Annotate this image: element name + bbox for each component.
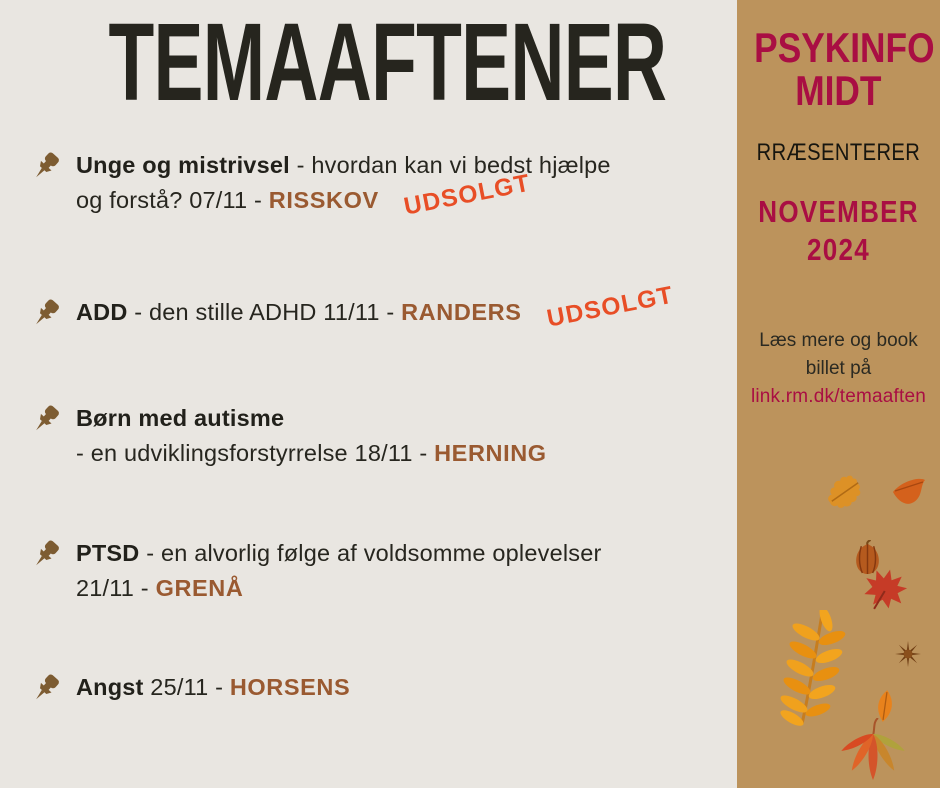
rowan-leaf-icon (770, 610, 856, 728)
event-item-unge-og-mistrivsel (28, 148, 611, 221)
event-title: ADD (76, 299, 128, 325)
event-line-2 (76, 436, 547, 471)
sidebar (737, 0, 940, 788)
booking-link[interactable]: link.rm.dk/temaaften (750, 386, 927, 407)
star-anise-icon (893, 640, 923, 668)
event-line-2 (76, 571, 602, 606)
pushpin-icon (28, 149, 63, 184)
event-line-1 (76, 401, 547, 436)
event-description: - hvordan kan vi bedst hjælpe (289, 152, 611, 178)
event-title: Unge og mistrivsel (76, 152, 290, 178)
pushpin-icon (28, 537, 63, 572)
event-location: RANDERS (401, 299, 522, 325)
cta-line1: Læs mere og book (759, 330, 918, 351)
event-date: 21/11 - (76, 575, 156, 601)
pushpin-icon (28, 671, 63, 706)
event-text (76, 670, 350, 705)
event-description: - en udviklingsforstyrrelse 18/11 - (76, 440, 435, 466)
page-title-text: TEMAAFTENER (108, 1, 667, 125)
event-item-angst (28, 670, 350, 706)
presents-label: RRÆSENTERER (756, 139, 921, 166)
creeper-leaf-icon (832, 718, 914, 788)
leaf-fragment-icon (890, 476, 928, 514)
org-name (737, 26, 940, 112)
event-location: RISSKOV (268, 187, 379, 213)
org-name-line1: PSYKINFO (754, 24, 935, 71)
event-description: - en alvorlig følge af voldsomme oplevelser (139, 540, 602, 566)
event-text (76, 148, 611, 221)
maple-leaf-icon (862, 567, 908, 611)
pushpin-icon (28, 296, 63, 331)
month-line2: 2024 (807, 232, 870, 267)
event-line-2 (76, 169, 611, 221)
event-item-ptsd (28, 536, 602, 606)
event-title: Angst (76, 674, 144, 700)
month-label (737, 193, 940, 269)
event-title: Børn med autisme (76, 405, 285, 431)
event-date: 25/11 - (143, 674, 230, 700)
soldout-stamp: UDSOLGT (544, 281, 676, 333)
event-text (76, 281, 676, 333)
soldout-stamp: UDSOLGT (401, 169, 533, 221)
event-description: - den stille ADHD 11/11 - (127, 299, 402, 325)
event-line-1 (76, 281, 676, 333)
event-text (76, 401, 547, 471)
event-text (76, 536, 602, 606)
event-item-born-med-autisme (28, 401, 547, 471)
event-line-1 (76, 536, 602, 571)
event-line-1 (76, 670, 350, 705)
event-location: HERNING (434, 440, 547, 466)
oak-leaf-icon (821, 468, 869, 518)
cta-text (737, 327, 940, 411)
cta-line2: billet på (805, 358, 872, 379)
month-line1: NOVEMBER (758, 194, 919, 229)
page-title (0, 1, 737, 125)
event-title: PTSD (76, 540, 140, 566)
event-location: HORSENS (229, 674, 351, 700)
event-location: GRENÅ (155, 575, 244, 601)
event-line-1 (76, 148, 611, 183)
pushpin-icon (28, 402, 63, 437)
org-name-line2: MIDT (795, 67, 882, 114)
event-item-add (28, 281, 676, 333)
event-date: og forstå? 07/11 - (76, 187, 269, 213)
